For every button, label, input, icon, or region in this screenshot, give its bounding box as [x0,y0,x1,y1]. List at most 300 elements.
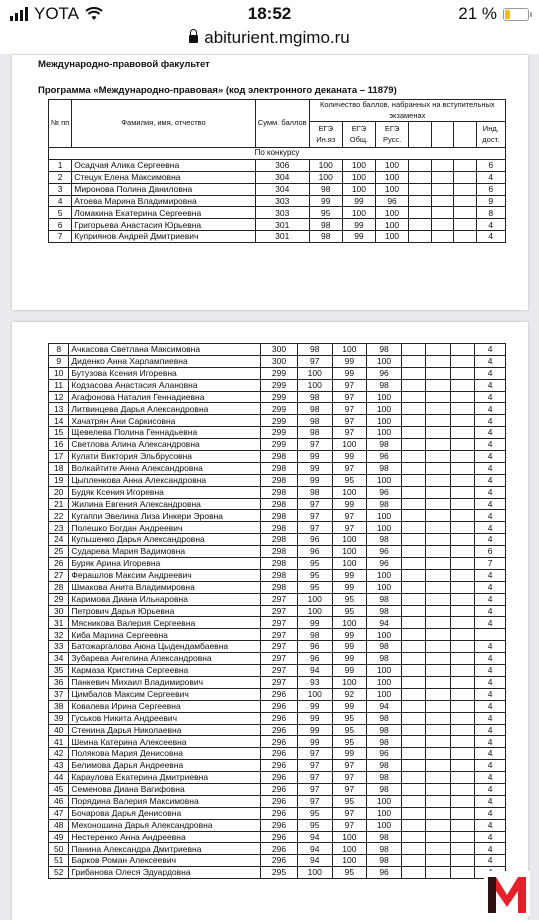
empty-cell [426,510,450,522]
score-foreign-lang: 94 [297,855,332,867]
score-social: 95 [332,712,367,724]
total-score: 297 [261,605,298,617]
table-row [49,207,506,219]
row-number: 8 [49,344,69,356]
individual-achievements: 7 [475,558,506,570]
score-social: 100 [332,344,367,356]
score-social: 99 [332,569,367,581]
score-russian: 98 [367,724,402,736]
empty-cell [454,171,476,183]
empty-cell [401,724,425,736]
student-name: Ломакина Екатерина Сергеевна [72,207,256,219]
table-row [49,629,506,641]
score-foreign-lang: 98 [297,486,332,498]
score-foreign-lang: 99 [309,195,342,207]
empty-cell [401,498,425,510]
empty-cell [426,748,450,760]
header-e3: ЕГЭ Русс. [376,122,409,148]
battery-percent: 21 % [458,4,497,23]
score-russian: 98 [367,712,402,724]
individual-achievements: 4 [475,486,506,498]
empty-cell [450,617,474,629]
total-score: 298 [261,569,298,581]
score-foreign-lang: 95 [297,569,332,581]
score-russian: 98 [367,605,402,617]
score-social: 100 [332,546,367,558]
score-russian: 100 [376,219,409,231]
table-row [49,605,506,617]
score-russian: 96 [367,367,402,379]
empty-cell [426,676,450,688]
row-number: 32 [49,629,69,641]
empty-cell [450,439,474,451]
total-score: 296 [261,712,298,724]
empty-cell [454,195,476,207]
total-score: 296 [261,795,298,807]
header-name: Фамилия, имя, отчество [72,100,256,148]
student-name: Агафонова Наталия Геннадиевна [69,391,261,403]
score-russian: 98 [367,498,402,510]
student-name: Гуськов Никита Андреевич [69,712,261,724]
table-row [49,688,506,700]
score-foreign-lang: 99 [297,712,332,724]
score-foreign-lang: 98 [297,427,332,439]
table-row [49,783,506,795]
carrier-label: YOTA [34,4,80,23]
empty-cell [450,724,474,736]
score-russian: 98 [367,772,402,784]
total-score: 296 [261,819,298,831]
total-score: 298 [261,546,298,558]
total-score: 297 [261,665,298,677]
table-row [49,439,506,451]
empty-cell [401,700,425,712]
score-russian: 100 [367,510,402,522]
row-number: 37 [49,688,69,700]
student-name: Щевелева Полина Геннадьевна [69,427,261,439]
empty-cell [401,867,425,879]
individual-achievements: 4 [475,605,506,617]
empty-cell [426,486,450,498]
score-social: 97 [332,819,367,831]
total-score: 306 [255,159,309,171]
table-row [49,367,506,379]
score-social: 99 [332,629,367,641]
score-foreign-lang: 97 [297,510,332,522]
total-score: 300 [261,355,298,367]
empty-cell [431,159,453,171]
row-number: 46 [49,795,69,807]
individual-achievements: 4 [475,439,506,451]
empty-cell [450,831,474,843]
document-page-1 [12,55,528,310]
score-social: 97 [332,462,367,474]
row-number: 45 [49,783,69,795]
individual-achievements: 4 [475,355,506,367]
empty-cell [401,344,425,356]
score-russian: 94 [367,700,402,712]
total-score: 297 [261,653,298,665]
empty-cell [401,534,425,546]
student-name: Бутузова Ксения Игоревна [69,367,261,379]
total-score: 296 [261,807,298,819]
empty-cell [450,379,474,391]
score-foreign-lang: 100 [297,367,332,379]
empty-cell [401,558,425,570]
empty-cell [409,207,431,219]
score-social: 99 [342,195,375,207]
empty-cell [401,355,425,367]
table-row [49,760,506,772]
individual-achievements: 4 [475,344,506,356]
total-score: 297 [261,593,298,605]
score-russian: 96 [367,451,402,463]
empty-cell [431,207,453,219]
score-russian: 96 [367,546,402,558]
individual-achievements: 6 [476,183,505,195]
table-row [49,159,506,171]
table-row [49,558,506,570]
empty-cell [401,439,425,451]
score-social: 95 [332,736,367,748]
score-russian: 100 [367,676,402,688]
table-row [49,183,506,195]
score-foreign-lang: 97 [297,439,332,451]
student-name: Киба Марина Сергеевна [69,629,261,641]
score-foreign-lang: 99 [297,451,332,463]
table-row [49,617,506,629]
empty-cell [431,231,453,243]
empty-cell [426,772,450,784]
score-foreign-lang: 97 [297,795,332,807]
student-name: Нестеренко Анна Андреевна [69,831,261,843]
empty-cell [454,231,476,243]
score-russian: 98 [367,831,402,843]
score-foreign-lang: 98 [309,183,342,195]
empty-cell [450,676,474,688]
student-name: Миронова Полина Даниловна [72,183,256,195]
empty-cell [401,593,425,605]
individual-achievements: 4 [475,665,506,677]
total-score: 296 [261,855,298,867]
empty-cell [401,795,425,807]
empty-cell [409,171,431,183]
row-number: 5 [49,207,72,219]
empty-cell [450,795,474,807]
individual-achievements: 4 [475,807,506,819]
empty-cell [426,581,450,593]
score-social: 99 [332,367,367,379]
table-row [49,534,506,546]
row-number: 1 [49,159,72,171]
individual-achievements: 4 [475,403,506,415]
empty-cell [450,605,474,617]
empty-cell [426,605,450,617]
table-row [49,231,506,243]
empty-cell [401,712,425,724]
score-russian: 100 [367,427,402,439]
empty-cell [426,819,450,831]
score-foreign-lang: 98 [309,231,342,243]
score-russian: 98 [367,593,402,605]
empty-cell [426,462,450,474]
empty-cell [450,510,474,522]
student-name: Зубарева Ангелина Александровна [69,653,261,665]
score-social: 97 [332,522,367,534]
individual-achievements: 4 [475,522,506,534]
table-row [49,344,506,356]
individual-achievements: 4 [476,219,505,231]
empty-cell [426,451,450,463]
empty-cell [431,183,453,195]
score-social: 99 [332,748,367,760]
score-russian: 100 [376,207,409,219]
score-russian: 100 [367,403,402,415]
empty-cell [401,605,425,617]
table-row [49,569,506,581]
row-number: 2 [49,171,72,183]
empty-cell [426,855,450,867]
empty-cell [454,207,476,219]
table-row [49,522,506,534]
score-russian: 98 [367,534,402,546]
row-number: 50 [49,843,69,855]
score-russian: 98 [367,843,402,855]
student-name: Порядина Валерия Максимовна [69,795,261,807]
empty-cell [431,171,453,183]
row-number: 47 [49,807,69,819]
row-number: 51 [49,855,69,867]
empty-cell [450,855,474,867]
empty-cell [450,474,474,486]
score-social: 99 [342,219,375,231]
empty-cell [409,159,431,171]
student-name: Будяк Ксения Игоревна [69,486,261,498]
score-foreign-lang: 96 [297,653,332,665]
score-foreign-lang: 97 [297,522,332,534]
table-row [49,724,506,736]
score-social: 99 [332,581,367,593]
empty-cell [401,676,425,688]
individual-achievements: 4 [475,712,506,724]
student-name: Осадчая Алика Сергеевна [72,159,256,171]
score-russian: 100 [367,795,402,807]
score-social: 97 [332,415,367,427]
score-foreign-lang: 97 [297,760,332,772]
table-row [49,415,506,427]
lock-icon [189,35,198,43]
student-name: Стецук Елена Максимовна [72,171,256,183]
row-number: 38 [49,700,69,712]
empty-cell [401,474,425,486]
header-exams: Количество баллов, набранных на вступительных экзаменах [309,100,505,122]
empty-cell [401,379,425,391]
score-foreign-lang: 99 [297,700,332,712]
student-name: Панина Александра Дмитриевна [69,843,261,855]
empty-cell [450,665,474,677]
table-row [49,427,506,439]
empty-cell [401,748,425,760]
individual-achievements: 6 [475,546,506,558]
score-social: 99 [342,231,375,243]
score-foreign-lang: 98 [309,219,342,231]
empty-cell [450,355,474,367]
empty-cell [401,665,425,677]
student-name: Бочарова Дарья Денисовна [69,807,261,819]
score-social: 100 [332,676,367,688]
empty-cell [450,534,474,546]
empty-cell [450,569,474,581]
empty-cell [426,867,450,879]
empty-cell [401,581,425,593]
empty-cell [450,867,474,879]
empty-cell [426,355,450,367]
total-score: 298 [261,498,298,510]
table-row [49,665,506,677]
score-social: 97 [332,391,367,403]
score-russian: 100 [376,183,409,195]
total-score: 303 [255,195,309,207]
score-foreign-lang: 99 [297,474,332,486]
empty-cell [401,760,425,772]
empty-cell [401,415,425,427]
score-foreign-lang: 100 [297,867,332,879]
individual-achievements: 4 [475,510,506,522]
score-russian: 100 [367,819,402,831]
empty-cell [426,736,450,748]
row-number: 31 [49,617,69,629]
empty-cell [426,843,450,855]
empty-cell [401,427,425,439]
score-russian: 96 [367,867,402,879]
total-score: 298 [261,451,298,463]
empty-cell [426,522,450,534]
student-name: Белимова Дарья Андреевна [69,760,261,772]
student-name: Барков Роман Алексеевич [69,855,261,867]
student-name: Волкайтите Анна Александровна [69,462,261,474]
empty-cell [401,843,425,855]
empty-cell [426,807,450,819]
empty-cell [426,498,450,510]
student-name: Панкевич Михаил Владимирович [69,676,261,688]
empty-cell [431,195,453,207]
individual-achievements: 4 [475,391,506,403]
individual-achievements: 4 [475,653,506,665]
total-score: 296 [261,831,298,843]
score-russian: 100 [367,355,402,367]
empty-cell [450,593,474,605]
score-social: 100 [332,843,367,855]
individual-achievements: 4 [475,855,506,867]
student-name: Кодзасова Анастасия Алановна [69,379,261,391]
row-number: 29 [49,593,69,605]
empty-cell [450,498,474,510]
table-row [49,498,506,510]
score-foreign-lang: 97 [297,498,332,510]
student-name: Литвинцева Дарья Александровна [69,403,261,415]
table-row [49,831,506,843]
score-foreign-lang: 96 [297,534,332,546]
empty-cell [450,807,474,819]
empty-cell [401,688,425,700]
empty-cell [426,534,450,546]
empty-cell [426,558,450,570]
score-social: 97 [332,403,367,415]
empty-cell [426,546,450,558]
battery-icon [503,8,529,21]
row-number: 24 [49,534,69,546]
empty-cell [426,760,450,772]
score-foreign-lang: 98 [297,344,332,356]
empty-cell [401,629,425,641]
empty-cell [426,795,450,807]
student-name: Жилина Евгения Александровна [69,498,261,510]
individual-achievements: 4 [475,367,506,379]
empty-cell [450,748,474,760]
student-name: Караулова Екатерина Дмитриевна [69,772,261,784]
total-score: 300 [261,344,298,356]
score-social: 97 [332,783,367,795]
table-row [49,546,506,558]
score-foreign-lang: 100 [297,593,332,605]
student-name: Сударева Мария Вадимовна [69,546,261,558]
score-social: 99 [332,641,367,653]
individual-achievements: 4 [475,676,506,688]
empty-cell [401,391,425,403]
student-name: Грибанова Олеся Эдуардовна [69,867,261,879]
empty-cell [450,700,474,712]
row-number: 41 [49,736,69,748]
score-russian: 100 [367,415,402,427]
total-score: 296 [261,736,298,748]
score-social: 97 [332,772,367,784]
empty-cell [426,391,450,403]
score-foreign-lang: 95 [297,581,332,593]
student-name: Полякова Мария Денисовна [69,748,261,760]
total-score: 299 [261,391,298,403]
score-russian: 98 [367,760,402,772]
total-score: 296 [261,688,298,700]
total-score: 298 [261,474,298,486]
score-russian: 100 [367,391,402,403]
document-page-2 [12,322,528,920]
table-row [49,712,506,724]
score-russian: 100 [367,629,402,641]
mgimo-logo [484,871,530,916]
table-row [49,219,506,231]
empty-cell [409,183,431,195]
address-bar[interactable] [0,28,539,54]
student-name: Кульшенко Дарья Александровна [69,534,261,546]
total-score: 296 [261,772,298,784]
total-score: 296 [261,700,298,712]
score-foreign-lang: 97 [297,772,332,784]
score-foreign-lang: 95 [297,819,332,831]
total-score: 299 [261,415,298,427]
empty-cell [450,736,474,748]
individual-achievements: 4 [475,415,506,427]
table-row [49,736,506,748]
empty-cell [426,629,450,641]
score-russian: 98 [367,855,402,867]
individual-achievements: 4 [475,760,506,772]
header-sum: Сумм. баллов [255,100,309,148]
empty-cell [401,546,425,558]
empty-cell [401,367,425,379]
row-number: 52 [49,867,69,879]
row-number: 30 [49,605,69,617]
empty-cell [450,581,474,593]
